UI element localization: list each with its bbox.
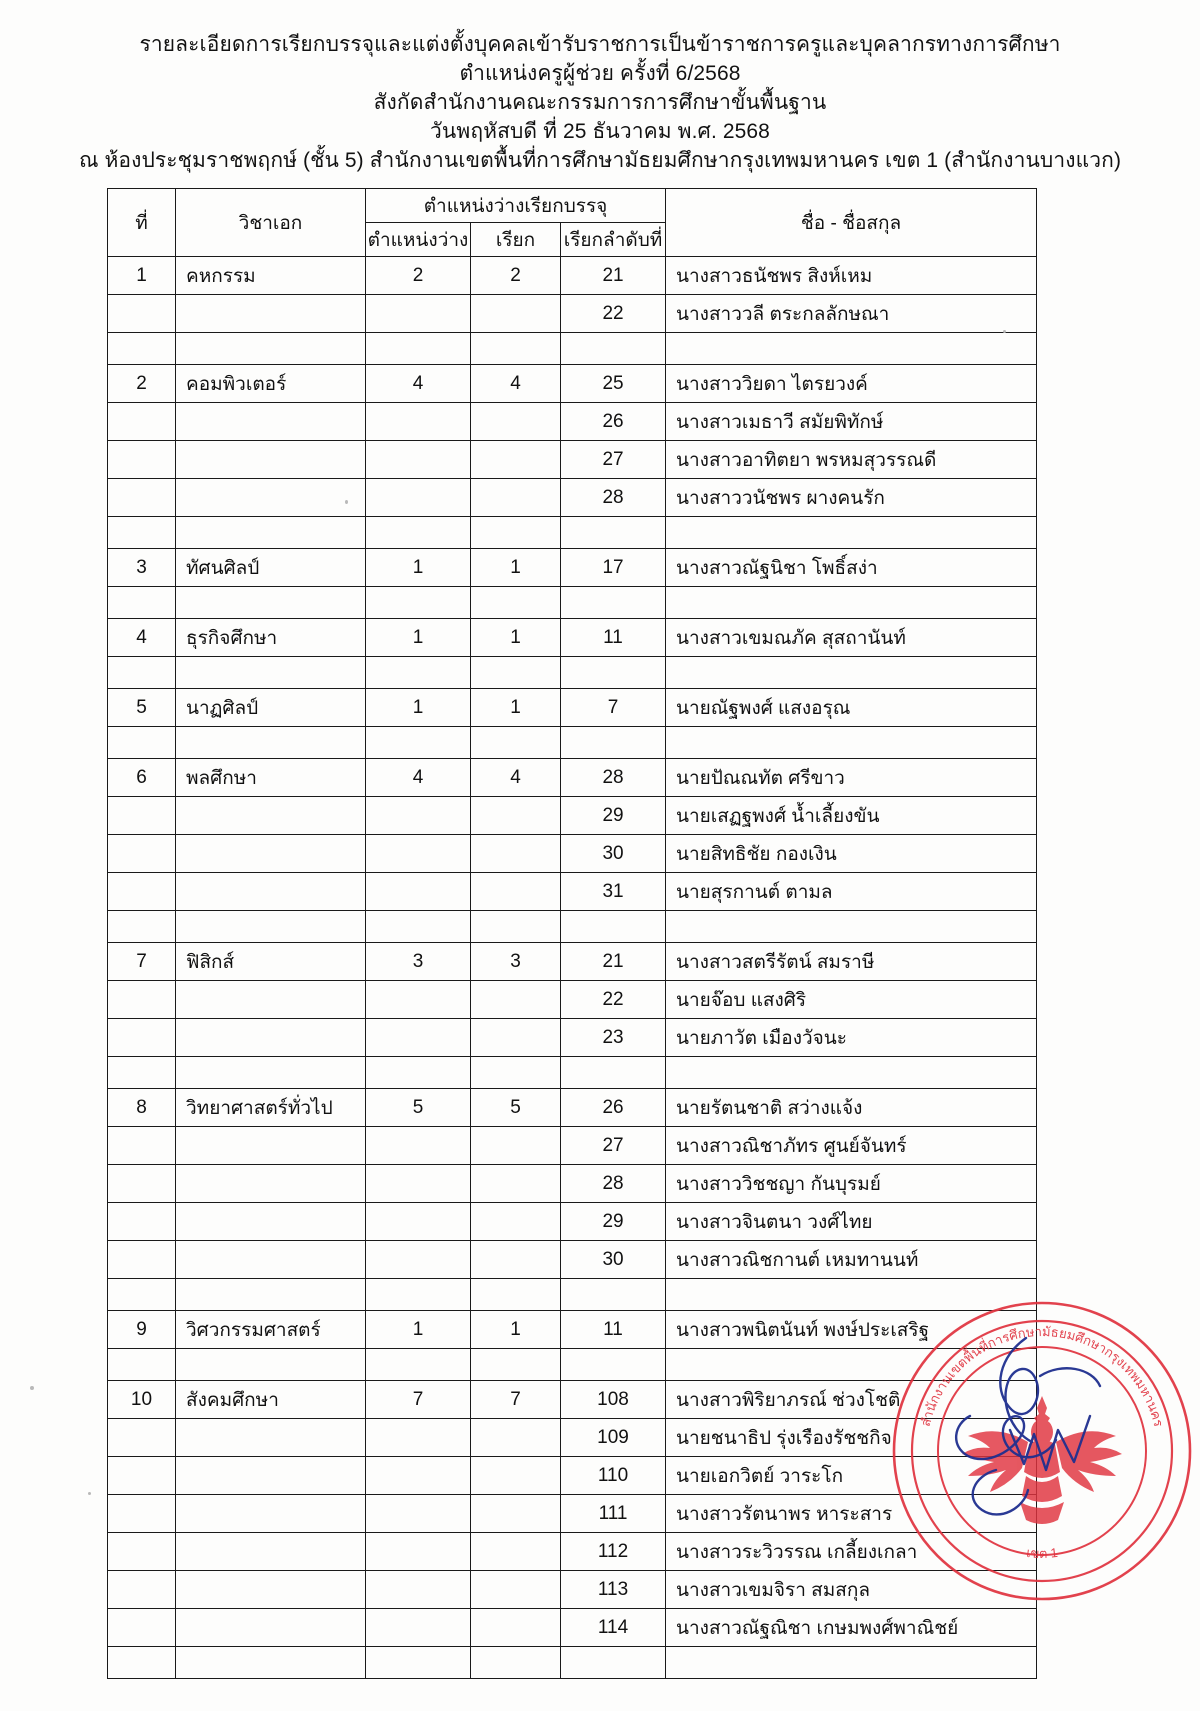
cell-empty: [561, 911, 666, 943]
cell-empty: [561, 1279, 666, 1311]
cell-empty: [471, 1349, 561, 1381]
cell-empty: [561, 657, 666, 689]
table-row: [108, 295, 1037, 333]
cell-no: [108, 403, 176, 441]
cell-no: 5: [108, 689, 176, 727]
cell-no: [108, 835, 176, 873]
cell-empty: [108, 911, 176, 943]
cell-no: [108, 295, 176, 333]
table-row: [108, 1495, 1037, 1533]
cell-major: [176, 403, 366, 441]
cell-call: [471, 403, 561, 441]
cell-empty: [666, 333, 1037, 365]
cell-name: นางสาวณัฐนิชา โพธิ์สง่า: [666, 549, 1037, 587]
cell-empty: [666, 1349, 1037, 1381]
cell-call: 3: [471, 943, 561, 981]
table-row: [108, 1165, 1037, 1203]
cell-name: นางสาวเขมจิรา สมสกุล: [666, 1571, 1037, 1609]
col-header-order: เรียกลำดับที่: [561, 223, 666, 257]
cell-empty: [366, 587, 471, 619]
cell-call: [471, 1019, 561, 1057]
cell-major: [176, 1571, 366, 1609]
cell-empty: [176, 727, 366, 759]
cell-empty: [561, 1647, 666, 1679]
cell-name: นายชนาธิป รุ่งเรืองรัชชกิจ: [666, 1419, 1037, 1457]
cell-name: นายสุรกานต์ ตามล: [666, 873, 1037, 911]
scan-speck: [345, 500, 348, 504]
cell-no: 10: [108, 1381, 176, 1419]
cell-order: 28: [561, 1165, 666, 1203]
table-row: [108, 1609, 1037, 1647]
cell-empty: [471, 1647, 561, 1679]
cell-call: 4: [471, 365, 561, 403]
cell-major: [176, 295, 366, 333]
cell-order: 31: [561, 873, 666, 911]
cell-order: 109: [561, 1419, 666, 1457]
cell-empty: [366, 333, 471, 365]
cell-empty: [366, 1279, 471, 1311]
table-row: [108, 797, 1037, 835]
cell-empty: [176, 1279, 366, 1311]
cell-major: ทัศนศิลป์: [176, 549, 366, 587]
table-row: [108, 365, 1037, 403]
cell-order: 21: [561, 943, 666, 981]
cell-empty: [561, 333, 666, 365]
cell-name: นางสาวเมธาวี สมัยพิทักษ์: [666, 403, 1037, 441]
col-header-vacant: ตำแหน่งว่าง: [366, 223, 471, 257]
cell-no: [108, 479, 176, 517]
cell-order: 112: [561, 1533, 666, 1571]
cell-empty: [471, 1057, 561, 1089]
table-row: [108, 479, 1037, 517]
table-body: [108, 257, 1037, 1679]
table-row: [108, 403, 1037, 441]
cell-vacant: [366, 1609, 471, 1647]
cell-call: [471, 1609, 561, 1647]
cell-vacant: [366, 797, 471, 835]
cell-order: 17: [561, 549, 666, 587]
appointment-table: [107, 188, 1037, 1679]
cell-vacant: [366, 1127, 471, 1165]
cell-call: 1: [471, 1311, 561, 1349]
cell-empty: [366, 1349, 471, 1381]
cell-call: 4: [471, 759, 561, 797]
cell-order: 114: [561, 1609, 666, 1647]
table-row: [108, 441, 1037, 479]
cell-vacant: 1: [366, 549, 471, 587]
cell-empty: [176, 1647, 366, 1679]
table-row: [108, 759, 1037, 797]
cell-call: 1: [471, 549, 561, 587]
cell-empty: [561, 517, 666, 549]
table-row: [108, 873, 1037, 911]
header-line-date: วันพฤหัสบดี ที่ 25 ธันวาคม พ.ศ. 2568: [430, 120, 770, 143]
cell-major: [176, 1203, 366, 1241]
table-row: [108, 257, 1037, 295]
cell-vacant: [366, 1419, 471, 1457]
cell-vacant: 1: [366, 689, 471, 727]
cell-vacant: [366, 1571, 471, 1609]
table-spacer-row: [108, 587, 1037, 619]
table-row: [108, 1089, 1037, 1127]
cell-major: นาฏศิลป์: [176, 689, 366, 727]
cell-major: [176, 441, 366, 479]
cell-name: นางสาวจินตนา วงศ์ไทย: [666, 1203, 1037, 1241]
cell-empty: [176, 1349, 366, 1381]
table-row: [108, 1203, 1037, 1241]
cell-major: ฟิสิกส์: [176, 943, 366, 981]
cell-empty: [471, 727, 561, 759]
cell-empty: [366, 657, 471, 689]
cell-empty: [108, 333, 176, 365]
table-row: [108, 1311, 1037, 1349]
cell-vacant: 1: [366, 619, 471, 657]
cell-order: 27: [561, 1127, 666, 1165]
header-line-venue: ณ ห้องประชุมราชพฤกษ์ (ชั้น 5) สำนักงานเขตพื้นที่การศึกษามัธยมศึกษากรุงเทพมหานคร เขต 1 (สำนักงานบางแวก): [78, 149, 1122, 172]
cell-vacant: [366, 1203, 471, 1241]
cell-empty: [108, 1279, 176, 1311]
header-line-affiliation: สังกัดสำนักงานคณะกรรมการการศึกษาขั้นพื้นฐาน: [373, 91, 827, 114]
cell-major: พลศึกษา: [176, 759, 366, 797]
cell-order: 21: [561, 257, 666, 295]
cell-name: นางสาวระวิวรรณ เกลี้ยงเกลา: [666, 1533, 1037, 1571]
cell-order: 22: [561, 295, 666, 333]
cell-empty: [561, 727, 666, 759]
svg-text:สำนักงานเขตพื้นที่การศึกษามัธย: สำนักงานเขตพื้นที่การศึกษามัธยมศึกษากรุงเทพมหานคร: [917, 1323, 1167, 1429]
cell-name: นางสาวณัฐณิชา เกษมพงศ์พาณิชย์: [666, 1609, 1037, 1647]
cell-empty: [176, 911, 366, 943]
cell-name: นางสาวธนัชพร สิงห์เหม: [666, 257, 1037, 295]
appointment-table-container: [107, 188, 1036, 1679]
cell-call: [471, 441, 561, 479]
cell-vacant: [366, 981, 471, 1019]
cell-empty: [471, 1279, 561, 1311]
cell-no: [108, 1495, 176, 1533]
svg-text:เขต 1: เขต 1: [1025, 1544, 1059, 1562]
cell-empty: [666, 1647, 1037, 1679]
cell-empty: [366, 727, 471, 759]
cell-no: [108, 1571, 176, 1609]
cell-name: นางสาวณิชกานต์ เหมทานนท์: [666, 1241, 1037, 1279]
document-header: [0, 30, 1200, 175]
cell-order: 22: [561, 981, 666, 1019]
cell-major: [176, 479, 366, 517]
cell-name: นางสาวเขมณภัค สุสถานันท์: [666, 619, 1037, 657]
cell-vacant: [366, 835, 471, 873]
cell-vacant: 1: [366, 1311, 471, 1349]
cell-no: 6: [108, 759, 176, 797]
cell-empty: [471, 587, 561, 619]
cell-call: 2: [471, 257, 561, 295]
table-row: [108, 1419, 1037, 1457]
header-line-position: ตำแหน่งครูผู้ช่วย ครั้งที่ 6/2568: [459, 62, 741, 85]
cell-empty: [471, 333, 561, 365]
cell-no: [108, 797, 176, 835]
cell-major: [176, 1019, 366, 1057]
cell-call: [471, 295, 561, 333]
cell-empty: [666, 587, 1037, 619]
cell-name: นายปัณณทัต ศรีขาว: [666, 759, 1037, 797]
cell-call: 1: [471, 689, 561, 727]
cell-order: 30: [561, 1241, 666, 1279]
cell-vacant: [366, 403, 471, 441]
cell-order: 28: [561, 759, 666, 797]
cell-no: [108, 1165, 176, 1203]
cell-call: [471, 873, 561, 911]
cell-major: [176, 873, 366, 911]
cell-no: [108, 1019, 176, 1057]
cell-empty: [176, 657, 366, 689]
cell-name: นางสาวณิชาภัทร ศูนย์จันทร์: [666, 1127, 1037, 1165]
cell-order: 30: [561, 835, 666, 873]
table-spacer-row: [108, 1349, 1037, 1381]
cell-name: นางสาววนัชพร ผางคนรัก: [666, 479, 1037, 517]
cell-major: [176, 1165, 366, 1203]
col-header-call: เรียก: [471, 223, 561, 257]
cell-name: นายภาวัต เมืองวัจนะ: [666, 1019, 1037, 1057]
cell-order: 29: [561, 797, 666, 835]
cell-call: [471, 981, 561, 1019]
cell-empty: [108, 727, 176, 759]
scan-speck: [88, 1492, 91, 1495]
cell-empty: [176, 587, 366, 619]
cell-no: 2: [108, 365, 176, 403]
cell-name: นางสาวอาทิตยา พรหมสุวรรณดี: [666, 441, 1037, 479]
table-header-row-1: [108, 189, 1037, 223]
cell-major: ธุรกิจศึกษา: [176, 619, 366, 657]
cell-call: [471, 835, 561, 873]
table-row: [108, 1127, 1037, 1165]
cell-call: 7: [471, 1381, 561, 1419]
cell-major: คหกรรม: [176, 257, 366, 295]
cell-empty: [176, 333, 366, 365]
cell-major: คอมพิวเตอร์: [176, 365, 366, 403]
cell-vacant: 3: [366, 943, 471, 981]
cell-empty: [666, 1279, 1037, 1311]
cell-no: [108, 1457, 176, 1495]
cell-call: [471, 1241, 561, 1279]
cell-call: [471, 1165, 561, 1203]
cell-major: [176, 1127, 366, 1165]
cell-order: 111: [561, 1495, 666, 1533]
cell-order: 28: [561, 479, 666, 517]
cell-empty: [176, 1057, 366, 1089]
cell-no: 9: [108, 1311, 176, 1349]
cell-vacant: [366, 1495, 471, 1533]
cell-order: 27: [561, 441, 666, 479]
table-row: [108, 1457, 1037, 1495]
cell-major: [176, 835, 366, 873]
cell-no: [108, 1127, 176, 1165]
cell-vacant: [366, 1019, 471, 1057]
col-header-group: ตำแหน่งว่างเรียกบรรจุ: [366, 189, 666, 223]
cell-call: [471, 1419, 561, 1457]
col-header-major: วิชาเอก: [176, 189, 366, 257]
table-head: [108, 189, 1037, 257]
col-header-no: ที่: [108, 189, 176, 257]
cell-order: 11: [561, 619, 666, 657]
cell-empty: [471, 517, 561, 549]
scan-speck: [30, 1386, 34, 1390]
cell-call: [471, 797, 561, 835]
cell-name: นางสาววิชชญา กันบุรมย์: [666, 1165, 1037, 1203]
cell-empty: [108, 517, 176, 549]
cell-name: นายเสฏฐพงศ์ น้ำเลี้ยงขัน: [666, 797, 1037, 835]
table-row: [108, 1241, 1037, 1279]
cell-empty: [366, 1057, 471, 1089]
cell-empty: [108, 1057, 176, 1089]
cell-order: 113: [561, 1571, 666, 1609]
table-spacer-row: [108, 1647, 1037, 1679]
cell-empty: [666, 517, 1037, 549]
header-line-title: รายละเอียดการเรียกบรรจุและแต่งตั้งบุคคลเข้ารับราชการเป็นข้าราชการครูและบุคลากรทางการศึกษา: [139, 33, 1061, 56]
table-spacer-row: [108, 517, 1037, 549]
cell-vacant: [366, 479, 471, 517]
cell-name: นางสาวพนิตนันท์ พงษ์ประเสริฐ: [666, 1311, 1037, 1349]
cell-empty: [666, 911, 1037, 943]
table-row: [108, 1381, 1037, 1419]
cell-empty: [561, 587, 666, 619]
table-row: [108, 1533, 1037, 1571]
cell-vacant: [366, 1533, 471, 1571]
cell-name: นางสาววลี ตระกลลักษณา: [666, 295, 1037, 333]
cell-order: 11: [561, 1311, 666, 1349]
cell-major: วิศวกรรมศาสตร์: [176, 1311, 366, 1349]
cell-vacant: [366, 873, 471, 911]
cell-call: [471, 1571, 561, 1609]
cell-empty: [666, 1057, 1037, 1089]
table-spacer-row: [108, 1057, 1037, 1089]
cell-no: 4: [108, 619, 176, 657]
table-row: [108, 1019, 1037, 1057]
cell-name: นายสิทธิชัย กองเงิน: [666, 835, 1037, 873]
table-row: [108, 549, 1037, 587]
cell-name: นายเอกวิตย์ วาระโก: [666, 1457, 1037, 1495]
cell-call: [471, 1127, 561, 1165]
cell-empty: [108, 1349, 176, 1381]
cell-empty: [561, 1349, 666, 1381]
table-row: [108, 981, 1037, 1019]
cell-no: [108, 1533, 176, 1571]
cell-order: 29: [561, 1203, 666, 1241]
cell-order: 26: [561, 1089, 666, 1127]
cell-call: [471, 1457, 561, 1495]
cell-major: [176, 1419, 366, 1457]
cell-call: 1: [471, 619, 561, 657]
table-spacer-row: [108, 1279, 1037, 1311]
cell-order: 26: [561, 403, 666, 441]
cell-call: 5: [471, 1089, 561, 1127]
cell-vacant: [366, 1165, 471, 1203]
cell-empty: [366, 517, 471, 549]
cell-major: สังคมศึกษา: [176, 1381, 366, 1419]
cell-major: [176, 1609, 366, 1647]
cell-name: นางสาววิยดา ไตรยวงค์: [666, 365, 1037, 403]
cell-major: [176, 1533, 366, 1571]
cell-major: [176, 797, 366, 835]
cell-empty: [471, 911, 561, 943]
cell-name: นางสาวรัตนาพร หาระสาร: [666, 1495, 1037, 1533]
cell-empty: [666, 727, 1037, 759]
cell-empty: [471, 657, 561, 689]
cell-empty: [108, 657, 176, 689]
cell-name: นางสาวสตรีรัตน์ สมราษี: [666, 943, 1037, 981]
scan-speck: [1003, 330, 1006, 333]
table-row: [108, 835, 1037, 873]
cell-name: นายจ๊อบ แสงศิริ: [666, 981, 1037, 1019]
cell-no: [108, 873, 176, 911]
cell-no: [108, 1203, 176, 1241]
cell-vacant: [366, 1457, 471, 1495]
cell-vacant: 7: [366, 1381, 471, 1419]
col-header-name: ชื่อ - ชื่อสกุล: [666, 189, 1037, 257]
cell-name: นายรัตนชาติ สว่างแจ้ง: [666, 1089, 1037, 1127]
cell-empty: [176, 517, 366, 549]
cell-major: [176, 981, 366, 1019]
cell-vacant: 2: [366, 257, 471, 295]
cell-order: 7: [561, 689, 666, 727]
cell-empty: [561, 1057, 666, 1089]
cell-no: 3: [108, 549, 176, 587]
cell-empty: [666, 657, 1037, 689]
cell-order: 23: [561, 1019, 666, 1057]
cell-vacant: [366, 1241, 471, 1279]
cell-vacant: [366, 295, 471, 333]
cell-no: [108, 441, 176, 479]
cell-no: 8: [108, 1089, 176, 1127]
cell-no: [108, 1419, 176, 1457]
cell-no: 1: [108, 257, 176, 295]
table-spacer-row: [108, 333, 1037, 365]
cell-call: [471, 1533, 561, 1571]
cell-empty: [366, 1647, 471, 1679]
cell-vacant: 4: [366, 759, 471, 797]
cell-major: วิทยาศาสตร์ทั่วไป: [176, 1089, 366, 1127]
cell-empty: [108, 1647, 176, 1679]
table-row: [108, 689, 1037, 727]
cell-call: [471, 479, 561, 517]
cell-no: [108, 981, 176, 1019]
cell-name: นางสาวพิริยาภรณ์ ช่วงโชติ: [666, 1381, 1037, 1419]
cell-vacant: 4: [366, 365, 471, 403]
cell-major: [176, 1457, 366, 1495]
table-spacer-row: [108, 657, 1037, 689]
cell-major: [176, 1241, 366, 1279]
cell-no: 7: [108, 943, 176, 981]
cell-order: 25: [561, 365, 666, 403]
cell-vacant: 5: [366, 1089, 471, 1127]
cell-no: [108, 1241, 176, 1279]
cell-vacant: [366, 441, 471, 479]
cell-empty: [366, 911, 471, 943]
table-row: [108, 1571, 1037, 1609]
cell-name: นายณัฐพงศ์ แสงอรุณ: [666, 689, 1037, 727]
table-spacer-row: [108, 911, 1037, 943]
cell-empty: [108, 587, 176, 619]
cell-call: [471, 1203, 561, 1241]
cell-call: [471, 1495, 561, 1533]
table-row: [108, 619, 1037, 657]
cell-order: 110: [561, 1457, 666, 1495]
table-spacer-row: [108, 727, 1037, 759]
table-row: [108, 943, 1037, 981]
cell-no: [108, 1609, 176, 1647]
cell-order: 108: [561, 1381, 666, 1419]
cell-major: [176, 1495, 366, 1533]
